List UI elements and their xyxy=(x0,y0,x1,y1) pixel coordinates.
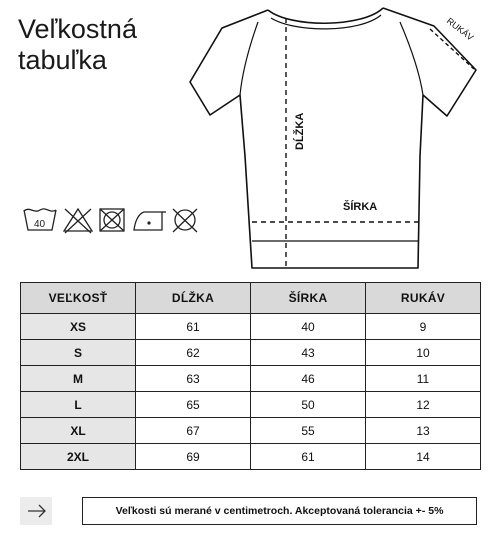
table-row xyxy=(21,366,481,392)
svg-text:40: 40 xyxy=(34,219,46,230)
header-size: VEĽKOSŤ xyxy=(21,283,136,314)
arrow-box xyxy=(20,497,52,525)
sleeve-cell: 13 xyxy=(366,418,481,444)
sleeve-cell: 14 xyxy=(366,444,481,470)
width-cell: 43 xyxy=(251,340,366,366)
size-table xyxy=(20,282,481,470)
no-dry-clean-icon xyxy=(173,209,197,232)
width-cell: 55 xyxy=(251,418,366,444)
sleeve-cell: 9 xyxy=(366,314,481,340)
width-cell: 61 xyxy=(251,444,366,470)
size-cell: M xyxy=(21,366,136,392)
tshirt-collar xyxy=(268,8,383,23)
length-cell: 63 xyxy=(136,366,251,392)
header-sleeve: RUKÁV xyxy=(366,283,481,314)
length-cell: 61 xyxy=(136,314,251,340)
title-line-1: Veľkostná xyxy=(18,14,137,44)
tshirt-outline xyxy=(190,8,476,268)
table-row xyxy=(21,340,481,366)
size-cell: XL xyxy=(21,418,136,444)
sleeve-cell: 10 xyxy=(366,340,481,366)
arrow-right-icon xyxy=(20,497,52,525)
table-row xyxy=(21,392,481,418)
length-cell: 62 xyxy=(136,340,251,366)
size-cell: S xyxy=(21,340,136,366)
sleeve-label: RUKÁV xyxy=(444,15,476,43)
width-cell: 46 xyxy=(251,366,366,392)
sleeve-cell: 12 xyxy=(366,392,481,418)
title-line-2: tabuľka xyxy=(18,45,107,75)
sleeve-cell: 11 xyxy=(366,366,481,392)
length-cell: 67 xyxy=(136,418,251,444)
width-cell: 50 xyxy=(251,392,366,418)
table-header-row xyxy=(21,283,481,314)
no-tumble-dry-icon xyxy=(100,209,124,231)
length-cell: 65 xyxy=(136,392,251,418)
size-cell: XS xyxy=(21,314,136,340)
size-cell: L xyxy=(21,392,136,418)
width-cell: 40 xyxy=(251,314,366,340)
table-row xyxy=(21,314,481,340)
table-row xyxy=(21,418,481,444)
iron-low-icon xyxy=(134,212,166,230)
measurement-note: Veľkosti sú merané v centimetroch. Akceptovaná tolerancia +- 5% xyxy=(82,497,477,525)
length-label: DĹŽKA xyxy=(294,112,306,150)
header-length: DĹŽKA xyxy=(136,283,251,314)
wash-40-icon xyxy=(24,209,56,230)
care-symbols xyxy=(22,204,212,236)
size-cell: 2XL xyxy=(21,444,136,470)
width-label: ŠÍRKA xyxy=(343,201,378,213)
table-row xyxy=(21,444,481,470)
no-bleach-icon xyxy=(64,209,92,233)
header-width: ŠÍRKA xyxy=(251,283,366,314)
length-cell: 69 xyxy=(136,444,251,470)
